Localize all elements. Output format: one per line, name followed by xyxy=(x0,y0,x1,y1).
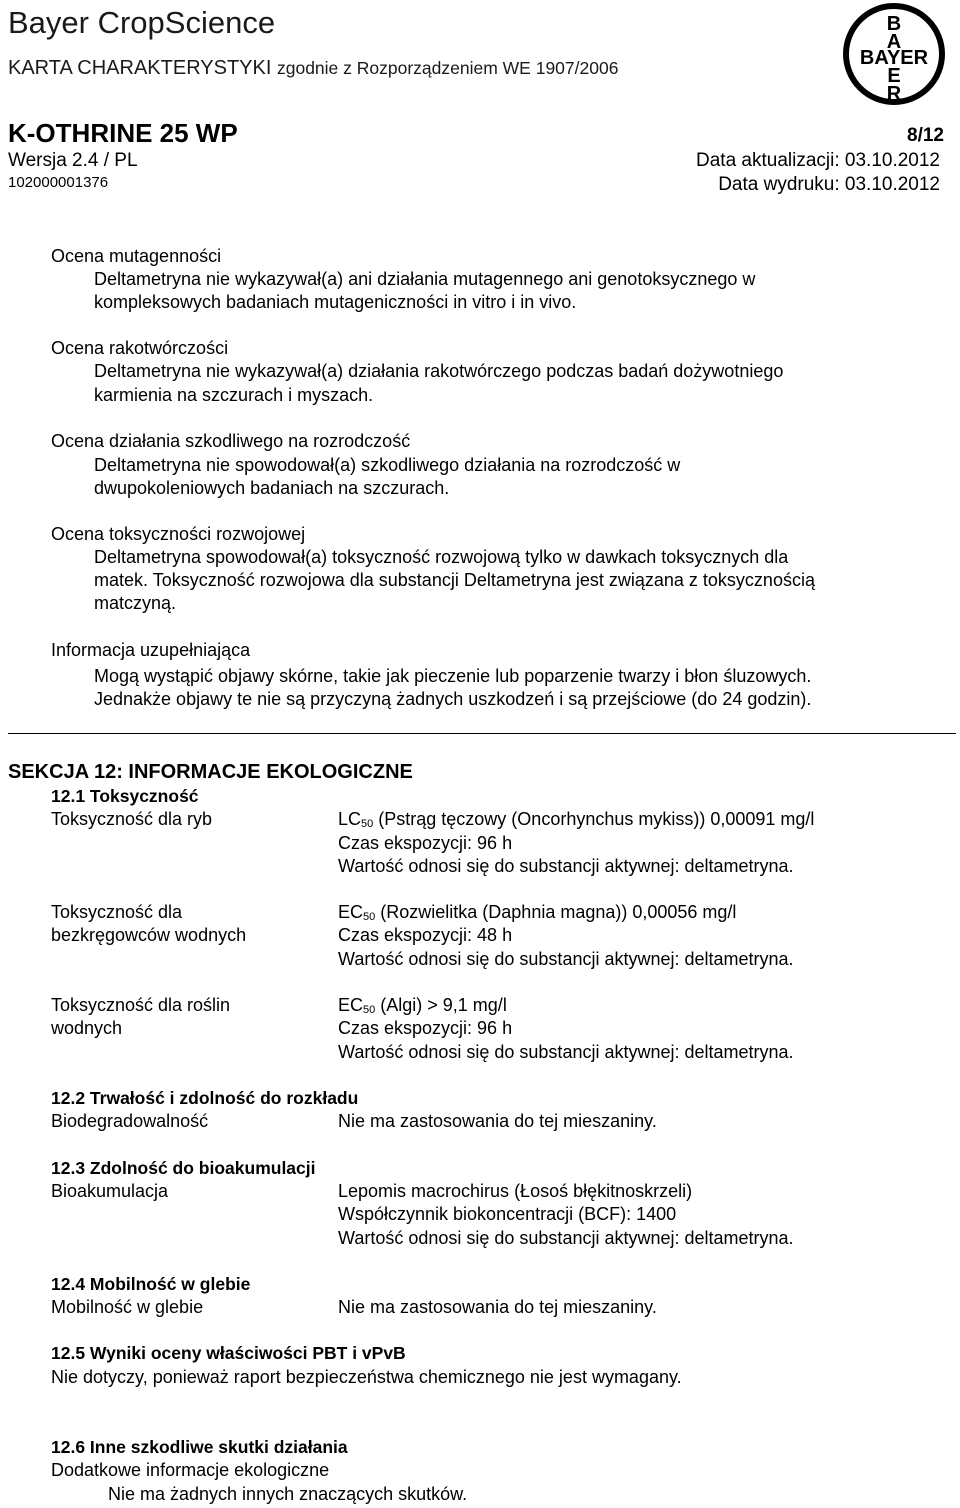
version-line xyxy=(8,150,138,172)
invert-value xyxy=(338,901,736,923)
s125-title: 12.5 Wyniki oceny właściwości PBT i vPvB xyxy=(51,1343,406,1363)
doc-type-title: KARTA CHARAKTERYSTYKI xyxy=(8,57,272,79)
plants-label-2: wodnych xyxy=(51,1018,123,1038)
invert-ec-sub: 50 xyxy=(363,911,376,923)
s126-text: Nie ma żadnych innych znaczących skutków. xyxy=(108,1484,468,1504)
fish-lc: LC xyxy=(338,809,362,829)
logo-letter-b-top: B xyxy=(886,13,902,35)
carcinogenicity-line-1: Deltametryna nie wykazywał(a) działania rakotwórczego podczas badań dożywotniego xyxy=(94,361,784,381)
company-name: Bayer CropScience xyxy=(8,5,276,40)
developmental-line-3: matczyną. xyxy=(94,593,177,613)
reproductive-line-1: Deltametryna nie spowodował(a) szkodliwego działania na rozrodczość w xyxy=(94,455,681,475)
s122-title: 12.2 Trwałość i zdolność do rozkładu xyxy=(51,1088,359,1108)
carcinogenicity-title: Ocena rakotwórczości xyxy=(51,338,229,358)
developmental-line-2: matek. Toksyczność rozwojowa dla substancji Deltametryna jest związana z toksycznością xyxy=(94,570,815,590)
plants-ec-value: (Algi) > 9,1 mg/l xyxy=(375,995,507,1015)
updated-date: Data aktualizacji: 03.10.2012 xyxy=(696,150,940,171)
product-name: K-OTHRINE 25 WP xyxy=(8,118,238,148)
s123-title: 12.3 Zdolność do bioakumulacji xyxy=(51,1158,316,1178)
plants-note: Wartość odnosi się do substancji aktywnej: deltametryna. xyxy=(338,1042,794,1062)
s123-label: Bioakumulacja xyxy=(51,1181,169,1201)
invert-note: Wartość odnosi się do substancji aktywnej: deltametryna. xyxy=(338,949,794,969)
s123-line-2: Współczynnik biokoncentracji (BCF): 1400 xyxy=(338,1204,677,1224)
fish-note: Wartość odnosi się do substancji aktywnej: deltametryna. xyxy=(338,856,794,876)
fish-exposure: Czas ekspozycji: 96 h xyxy=(338,833,513,853)
s122-label: Biodegradowalność xyxy=(51,1111,209,1131)
supplementary-title: Informacja uzupełniająca xyxy=(51,640,251,660)
page-number: 8/12 xyxy=(907,125,944,146)
s123-line-3: Wartość odnosi się do substancji aktywnej: deltametryna. xyxy=(338,1228,794,1248)
carcinogenicity-line-2: karmienia na szczurach i myszach. xyxy=(94,385,374,405)
version-label: Wersja 2.4 xyxy=(8,150,99,171)
doc-type xyxy=(8,56,618,80)
fish-value xyxy=(338,808,814,830)
invert-ec-value: (Rozwielitka (Daphnia magna)) 0,00056 mg/l xyxy=(375,902,737,922)
mutagenicity-line-2: kompleksowych badaniach mutageniczności in vitro i in vivo. xyxy=(94,292,577,312)
plants-ec: EC xyxy=(338,995,364,1015)
invert-label-1: Toksyczność dla xyxy=(51,902,183,922)
bayer-logo xyxy=(832,0,956,108)
regulation: zgodnie z Rozporządzeniem WE 1907/2006 xyxy=(276,58,619,78)
supplementary-line-2: Jednakże objawy te nie są przyczyną żadnych uszkodzeń i są przejściowe (do 24 godzin). xyxy=(94,689,812,709)
logo-word-bayer: BAYER xyxy=(859,47,929,69)
s124-title: 12.4 Mobilność w glebie xyxy=(51,1274,251,1294)
invert-label-2: bezkręgowców wodnych xyxy=(51,925,247,945)
invert-ec: EC xyxy=(338,902,364,922)
developmental-line-1: Deltametryna spowodował(a) toksyczność rozwojową tylko w dawkach toksycznych dla xyxy=(94,547,789,567)
invert-exposure: Czas ekspozycji: 48 h xyxy=(338,925,513,945)
s124-value: Nie ma zastosowania do tej mieszaniny. xyxy=(338,1297,657,1317)
plants-value xyxy=(338,994,507,1016)
s126-title: 12.6 Inne szkodliwe skutki działania xyxy=(51,1437,348,1457)
product-code: 102000001376 xyxy=(8,174,109,191)
s123-line-1: Lepomis macrochirus (Łosoś błękitnoskrzeli) xyxy=(338,1181,693,1201)
printed-date: Data wydruku: 03.10.2012 xyxy=(718,174,940,195)
plants-label-1: Toksyczność dla roślin xyxy=(51,995,231,1015)
logo-letter-a-top: A xyxy=(886,31,902,53)
s125-text: Nie dotyczy, ponieważ raport bezpieczeństwa chemicznego nie jest wymagany. xyxy=(51,1367,682,1387)
section-12-heading: SEKCJA 12: INFORMACJE EKOLOGICZNE xyxy=(8,761,413,783)
plants-ec-sub: 50 xyxy=(363,1004,376,1016)
developmental-title: Ocena toksyczności rozwojowej xyxy=(51,524,306,544)
s126-label: Dodatkowe informacje ekologiczne xyxy=(51,1460,330,1480)
fish-label: Toksyczność dla ryb xyxy=(51,809,213,829)
supplementary-line-1: Mogą wystąpić objawy skórne, takie jak pieczenie lub poparzenie twarzy i błon śluzowych. xyxy=(94,666,812,686)
s124-label: Mobilność w glebie xyxy=(51,1297,204,1317)
version-lang: / PL xyxy=(103,150,138,171)
mutagenicity-line-1: Deltametryna nie wykazywał(a) ani działania mutagennego ani genotoksycznego w xyxy=(94,269,756,289)
fish-lc-value: (Pstrąg tęczowy (Oncorhynchus mykiss)) 0,00091 mg/l xyxy=(373,809,815,829)
mutagenicity-title: Ocena mutagenności xyxy=(51,246,222,266)
reproductive-title: Ocena działania szkodliwego na rozrodczość xyxy=(51,431,411,451)
s122-value: Nie ma zastosowania do tej mieszaniny. xyxy=(338,1111,657,1131)
fish-lc-sub: 50 xyxy=(361,818,374,830)
plants-exposure: Czas ekspozycji: 96 h xyxy=(338,1018,513,1038)
reproductive-line-2: dwupokoleniowych badaniach na szczurach. xyxy=(94,478,450,498)
section-divider xyxy=(8,733,956,734)
logo-letter-r: R xyxy=(886,83,902,105)
logo-letter-e: E xyxy=(887,65,901,87)
s121-title: 12.1 Toksyczność xyxy=(51,786,199,806)
